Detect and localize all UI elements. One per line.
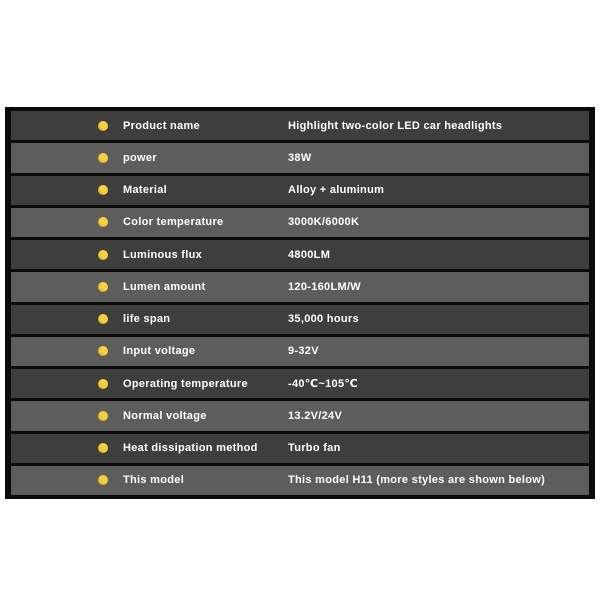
yellow-dot-icon bbox=[98, 411, 108, 421]
yellow-dot-icon bbox=[98, 443, 108, 453]
spec-value: -40℃~105℃ bbox=[288, 378, 359, 391]
spec-value: 13.2V/24V bbox=[288, 409, 343, 422]
spec-label: Material bbox=[123, 184, 167, 197]
spec-value: 9-32V bbox=[288, 345, 319, 358]
yellow-dot-icon bbox=[98, 379, 108, 389]
spec-label: Product name bbox=[123, 119, 200, 132]
spec-value: Alloy + aluminum bbox=[288, 184, 385, 197]
spec-value: Highlight two-color LED car headlights bbox=[288, 119, 503, 132]
yellow-dot-icon bbox=[98, 217, 108, 227]
table-row bbox=[11, 401, 589, 430]
yellow-dot-icon bbox=[98, 185, 108, 195]
table-row bbox=[11, 305, 589, 334]
spec-value: This model H11 (more styles are shown below) bbox=[288, 474, 546, 487]
table-row bbox=[11, 240, 589, 269]
spec-value: 3000K/6000K bbox=[288, 216, 360, 229]
spec-label: Operating temperature bbox=[123, 377, 248, 390]
spec-label: Lumen amount bbox=[123, 280, 206, 293]
spec-value: 35,000 hours bbox=[288, 313, 359, 326]
yellow-dot-icon bbox=[98, 250, 108, 260]
table-row bbox=[11, 369, 589, 398]
yellow-dot-icon bbox=[98, 475, 108, 485]
spec-label: Input voltage bbox=[123, 345, 196, 358]
yellow-dot-icon bbox=[98, 121, 108, 131]
spec-label: power bbox=[123, 151, 157, 164]
spec-value: 4800LM bbox=[288, 248, 331, 261]
table-row bbox=[11, 337, 589, 366]
table-row bbox=[11, 143, 589, 172]
table-row bbox=[11, 466, 589, 495]
spec-label: This model bbox=[123, 474, 185, 487]
table-row bbox=[11, 176, 589, 205]
spec-value: Turbo fan bbox=[288, 442, 341, 455]
spec-value: 38W bbox=[288, 151, 312, 164]
table-row bbox=[11, 111, 589, 140]
spec-label: life span bbox=[123, 313, 171, 326]
yellow-dot-icon bbox=[98, 346, 108, 356]
table-row bbox=[11, 434, 589, 463]
spec-table bbox=[5, 107, 595, 499]
spec-value: 120-160LM/W bbox=[288, 280, 361, 293]
yellow-dot-icon bbox=[98, 153, 108, 163]
table-row bbox=[11, 208, 589, 237]
spec-label: Luminous flux bbox=[123, 248, 203, 261]
spec-label: Heat dissipation method bbox=[123, 442, 258, 455]
table-row bbox=[11, 272, 589, 301]
yellow-dot-icon bbox=[98, 314, 108, 324]
yellow-dot-icon bbox=[98, 282, 108, 292]
spec-label: Normal voltage bbox=[123, 409, 207, 422]
spec-label: Color temperature bbox=[123, 216, 224, 229]
